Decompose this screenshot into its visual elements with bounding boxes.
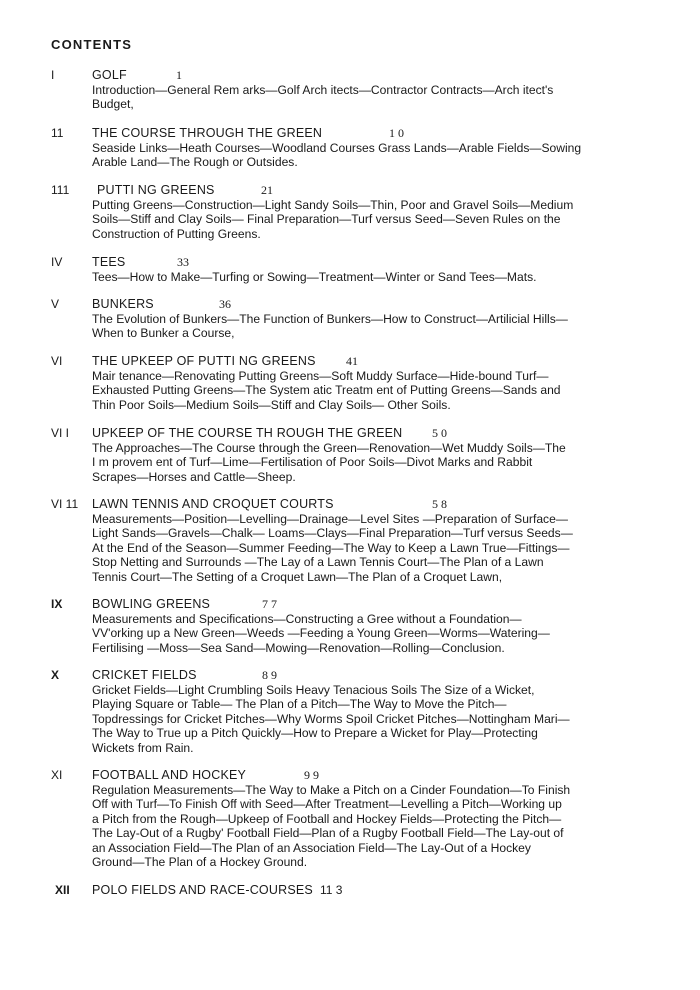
chapter-title: POLO FIELDS AND RACE-COURSES <box>92 883 313 897</box>
summary-line: Regulation Measurements—The Way to Make a Pitch on a Cinder Foundation—To Finish <box>92 782 571 797</box>
summary-line: an Association Field—The Plan of an Association Field—The Lay-Out of a Hockey <box>92 840 531 855</box>
summary-line: Playing Square or Table— The Plan of a Pitch—The Way to Move the Pitch— <box>92 697 507 712</box>
page-number: 41 <box>346 354 358 368</box>
chapter-summary <box>92 198 612 242</box>
summary-line: Arable Land—The Rough or Outsides. <box>92 155 298 170</box>
chapter-title: LAWN TENNIS AND CROQUET COURTS <box>92 497 334 511</box>
chapter-summary <box>92 612 612 656</box>
chapter-title: CRICKET FIELDS <box>92 668 197 682</box>
summary-line: Light Sands—Gravels—Chalk— Loams—Clays—Final Preparation—Turf versus Seeds— <box>92 526 573 541</box>
page-number: 7 7 <box>262 597 277 611</box>
chapter-number: IX <box>51 597 63 611</box>
chapter-number: VI I <box>51 426 70 440</box>
summary-line: I m provem ent of Turf—Lime—Fertilisation of Poor Soils—Divot Marks and Rabbit <box>92 455 533 470</box>
chapter-summary <box>92 683 612 756</box>
chapter-summary <box>92 141 612 170</box>
summary-line: Off with Turf—To Finish Off with Seed—After Treatment—Levelling a Pitch—Working up <box>92 797 562 812</box>
chapter-title: GOLF <box>92 68 127 82</box>
chapter-number: 11 <box>51 126 64 140</box>
chapter-summary <box>92 512 612 585</box>
summary-line: VV'orking up a New Green—Weeds —Feeding a Young Green—Worms—Watering— <box>92 626 550 641</box>
summary-line: a Pitch from the Rough—Upkeep of Football and Hockey Fields—Protecting the Pitch— <box>92 811 562 826</box>
summary-line: When to Bunker a Course, <box>92 326 235 341</box>
page-number: 1 0 <box>389 126 404 140</box>
chapter-number: IV <box>51 255 63 269</box>
summary-line: Fertilising —Moss—Sea Sand—Mowing—Renovation—Rolling—Conclusion. <box>92 640 505 655</box>
chapter-number: I <box>51 68 55 82</box>
summary-line: Introduction—General Rem arks—Golf Arch itects—Contractor Contracts—Arch itect's <box>92 82 554 97</box>
summary-line: Scrapes—Horses and Cattle—Sheep. <box>92 469 296 484</box>
summary-line: Measurements—Position—Levelling—Drainage—Level Sites —Preparation of Surface— <box>92 511 568 526</box>
summary-line: The Lay-Out of a Rugby' Football Field—Plan of a Rugby Football Field—The Lay-out of <box>92 826 564 841</box>
chapter-title: BUNKERS <box>92 297 154 311</box>
chapter-summary <box>92 783 612 871</box>
summary-line: Topdressings for Cricket Pitches—Why Worms Spoil Cricket Pitches—Nottingham Mari— <box>92 711 570 726</box>
page-number: 1 <box>176 68 182 82</box>
chapter-title: BOWLING GREENS <box>92 597 211 611</box>
chapter-title: UPKEEP OF THE COURSE TH ROUGH THE GREEN <box>92 426 403 440</box>
summary-line: Seaside Links—Heath Courses—Woodland Courses Grass Lands—Arable Fields—Sowing <box>92 140 582 155</box>
chapter-title: PUTTI NG GREENS <box>97 183 215 197</box>
chapter-number: VI <box>51 354 63 368</box>
page-number: 36 <box>219 297 231 311</box>
summary-line: Measurements and Specifications—Constructing a Gree without a Foundation— <box>92 611 522 626</box>
chapter-title: FOOTBALL AND HOCKEY <box>92 768 247 782</box>
summary-line: The Way to True up a Pitch Quickly—How to Prepare a Wicket for Play—Protecting <box>92 726 538 741</box>
chapter-title: THE COURSE THROUGH THE GREEN <box>92 126 323 140</box>
chapter-number: 111 <box>51 183 70 197</box>
summary-line: At the End of the Season—Summer Feeding—The Way to Keep a Lawn True—Fittings— <box>92 540 570 555</box>
chapter-number: XII <box>55 883 70 897</box>
summary-line: Thin Poor Soils—Medium Soils—Stiff and Clay Soils— Other Soils. <box>92 397 451 412</box>
summary-line: Ground—The Plan of a Hockey Ground. <box>92 855 308 870</box>
page-number: 21 <box>261 183 273 197</box>
page-number: 33 <box>177 255 189 269</box>
summary-line: Stop Netting and Surrounds —The Lay of a Lawn Tennis Court—The Plan of a Lawn <box>92 555 544 570</box>
summary-line: Wickets from Rain. <box>92 740 194 755</box>
chapter-summary <box>92 270 612 285</box>
page-heading: CONTENTS <box>51 37 133 52</box>
summary-line: Tennis Court—The Setting of a Croquet Lawn—The Plan of a Croquet Lawn, <box>92 569 503 584</box>
chapter-number: XI <box>51 768 63 782</box>
chapter-title: THE UPKEEP OF PUTTI NG GREENS <box>92 354 316 368</box>
chapter-title: TEES <box>92 255 126 269</box>
chapter-summary <box>92 369 612 413</box>
page-number: 9 9 <box>304 768 319 782</box>
page-number: 11 3 <box>320 883 343 897</box>
chapter-number: X <box>51 668 60 682</box>
summary-line: The Evolution of Bunkers—The Function of Bunkers—How to Construct—Artilicial Hills— <box>92 311 568 326</box>
page-number: 5 0 <box>432 426 447 440</box>
summary-line: Gricket Fields—Light Crumbling Soils Heavy Tenacious Soils The Size of a Wicket, <box>92 682 535 697</box>
page-number: 8 9 <box>262 668 277 682</box>
chapter-summary <box>92 441 612 485</box>
summary-line: Construction of Putting Greens. <box>92 226 261 241</box>
summary-line: Exhausted Putting Greens—The System atic Treatm ent of Putting Greens—Sands and <box>92 383 561 398</box>
chapter-number: VI 11 <box>51 497 79 511</box>
summary-line: Mair tenance—Renovating Putting Greens—Soft Muddy Surface—Hide-bound Turf— <box>92 368 549 383</box>
chapter-summary <box>92 312 612 341</box>
chapter-summary <box>92 83 612 112</box>
chapter-number: V <box>51 297 60 311</box>
summary-line: The Approaches—The Course through the Green—Renovation—Wet Muddy Soils—The <box>92 440 566 455</box>
summary-line: Putting Greens—Construction—Light Sandy Soils—Thin, Poor and Gravel Soils—Medium <box>92 197 574 212</box>
summary-line: Soils—Stiff and Clay Soils— Final Preparation—Turf versus Seed—Seven Rules on the <box>92 212 561 227</box>
summary-line: Budget, <box>92 97 134 112</box>
summary-line: Tees—How to Make—Turfing or Sowing—Treatment—Winter or Sand Tees—Mats. <box>92 269 537 284</box>
page-number: 5 8 <box>432 497 447 511</box>
